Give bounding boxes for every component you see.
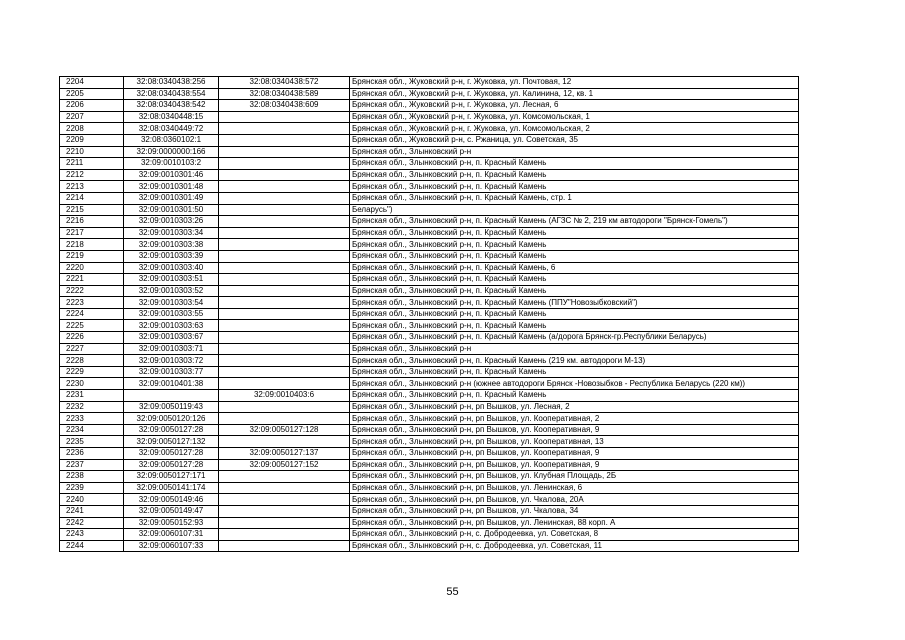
table-row [60, 436, 799, 448]
address-cell: Брянская обл., Злынковский р-н, с. Добродеевка, ул. Советская, 11 [350, 540, 799, 552]
row-number-cell: 2225 [60, 320, 124, 332]
address-cell: Брянская обл., Злынковский р-н, рп Вышков, ул. Кооперативная, 9 [350, 459, 799, 471]
linked-cadastral-number-cell [219, 436, 350, 448]
address-cell: Брянская обл., Злынковский р-н, рп Вышков, ул. Кооперативная, 9 [350, 424, 799, 436]
address-cell: Брянская обл., Злынковский р-н, п. Красный Камень [350, 366, 799, 378]
cadastral-number-cell: 32:09:0050127:28 [124, 448, 219, 460]
row-number-cell: 2233 [60, 413, 124, 425]
row-number-cell: 2232 [60, 401, 124, 413]
cadastral-number-cell: 32:09:0010303:34 [124, 227, 219, 239]
table-row [60, 378, 799, 390]
table-row [60, 401, 799, 413]
linked-cadastral-number-cell [219, 134, 350, 146]
address-cell: Брянская обл., Злынковский р-н, п. Красный Камень (а/дорога Брянск-гр.Республики Беларусь) [350, 332, 799, 344]
address-cell: Брянская обл., Жуковский р-н, г. Жуковка, ул. Комсомольская, 2 [350, 123, 799, 135]
row-number-cell: 2242 [60, 517, 124, 529]
table-body [60, 77, 799, 552]
linked-cadastral-number-cell [219, 320, 350, 332]
table-row [60, 169, 799, 181]
row-number-cell: 2226 [60, 332, 124, 344]
table-row [60, 459, 799, 471]
cadastral-number-cell: 32:09:0010401:38 [124, 378, 219, 390]
cadastral-number-cell: 32:09:0050152:93 [124, 517, 219, 529]
row-number-cell: 2207 [60, 111, 124, 123]
table-row [60, 424, 799, 436]
table-row [60, 227, 799, 239]
linked-cadastral-number-cell [219, 262, 350, 274]
row-number-cell: 2221 [60, 274, 124, 286]
table-row [60, 332, 799, 344]
address-cell: Брянская обл., Злынковский р-н, рп Вышков, ул. Лесная, 2 [350, 401, 799, 413]
table-row [60, 239, 799, 251]
cadastral-number-cell: 32:09:0010303:38 [124, 239, 219, 251]
cadastral-number-cell: 32:08:0340438:256 [124, 77, 219, 89]
table-row [60, 134, 799, 146]
linked-cadastral-number-cell [219, 181, 350, 193]
linked-cadastral-number-cell [219, 111, 350, 123]
row-number-cell: 2216 [60, 216, 124, 228]
linked-cadastral-number-cell [219, 471, 350, 483]
row-number-cell: 2235 [60, 436, 124, 448]
row-number-cell: 2219 [60, 250, 124, 262]
table-row [60, 308, 799, 320]
address-cell: Брянская обл., Злынковский р-н [350, 146, 799, 158]
address-cell: Брянская обл., Злынковский р-н, п. Красный Камень (АГЗС № 2, 219 км автодороги "Брянск-Гомель") [350, 216, 799, 228]
linked-cadastral-number-cell: 32:09:0050127:137 [219, 448, 350, 460]
address-cell: Брянская обл., Злынковский р-н, п. Красный Камень [350, 320, 799, 332]
cadastral-number-cell: 32:09:0010303:51 [124, 274, 219, 286]
row-number-cell: 2213 [60, 181, 124, 193]
table-row [60, 413, 799, 425]
address-cell: Брянская обл., Злынковский р-н [350, 343, 799, 355]
cadastral-number-cell: 32:09:0010303:72 [124, 355, 219, 367]
table-row [60, 494, 799, 506]
row-number-cell: 2239 [60, 482, 124, 494]
table-row [60, 320, 799, 332]
linked-cadastral-number-cell [219, 250, 350, 262]
cadastral-number-cell: 32:09:0000000:166 [124, 146, 219, 158]
cadastral-number-cell: 32:09:0050119:43 [124, 401, 219, 413]
cadastral-number-cell: 32:09:0010303:67 [124, 332, 219, 344]
address-cell: Брянская обл., Злынковский р-н, п. Красный Камень (219 км. автодороги М-13) [350, 355, 799, 367]
address-cell: Брянская обл., Злынковский р-н, п. Красный Камень [350, 308, 799, 320]
cadastral-number-cell: 32:08:0360102:1 [124, 134, 219, 146]
table-row [60, 181, 799, 193]
cadastral-number-cell: 32:09:0050127:171 [124, 471, 219, 483]
table-row [60, 355, 799, 367]
table-row [60, 448, 799, 460]
table-row [60, 77, 799, 89]
address-cell: Брянская обл., Злынковский р-н, рп Вышков, ул. Чкалова, 34 [350, 505, 799, 517]
linked-cadastral-number-cell [219, 297, 350, 309]
linked-cadastral-number-cell [219, 355, 350, 367]
address-cell: Брянская обл., Злынковский р-н, рп Вышков, ул. Кооперативная, 13 [350, 436, 799, 448]
address-cell: Брянская обл., Злынковский р-н, п. Красный Камень [350, 158, 799, 170]
cadastral-number-cell: 32:09:0010303:71 [124, 343, 219, 355]
linked-cadastral-number-cell [219, 216, 350, 228]
row-number-cell: 2214 [60, 192, 124, 204]
linked-cadastral-number-cell [219, 540, 350, 552]
linked-cadastral-number-cell: 32:09:0050127:128 [219, 424, 350, 436]
linked-cadastral-number-cell [219, 204, 350, 216]
address-cell: Брянская обл., Жуковский р-н, с. Ржаница, ул. Советская, 35 [350, 134, 799, 146]
row-number-cell: 2210 [60, 146, 124, 158]
linked-cadastral-number-cell [219, 343, 350, 355]
cadastral-number-cell: 32:09:0050127:132 [124, 436, 219, 448]
cadastral-number-cell: 32:09:0010303:63 [124, 320, 219, 332]
address-cell: Беларусь") [350, 204, 799, 216]
address-cell: Брянская обл., Злынковский р-н, рп Вышков, ул. Кооперативная, 2 [350, 413, 799, 425]
cadastral-number-cell: 32:08:0340438:554 [124, 88, 219, 100]
table-row [60, 471, 799, 483]
cadastral-number-cell: 32:08:0340438:542 [124, 100, 219, 112]
address-cell: Брянская обл., Жуковский р-н, г. Жуковка, ул. Почтовая, 12 [350, 77, 799, 89]
table-row [60, 262, 799, 274]
cadastral-number-cell: 32:09:0010303:55 [124, 308, 219, 320]
row-number-cell: 2238 [60, 471, 124, 483]
address-cell: Брянская обл., Злынковский р-н, п. Красный Камень [350, 227, 799, 239]
row-number-cell: 2212 [60, 169, 124, 181]
cadastral-number-cell: 32:09:0060107:31 [124, 529, 219, 541]
cadastral-number-cell: 32:08:0340448:15 [124, 111, 219, 123]
row-number-cell: 2231 [60, 390, 124, 402]
linked-cadastral-number-cell [219, 413, 350, 425]
table-row [60, 540, 799, 552]
table-row [60, 146, 799, 158]
address-cell: Брянская обл., Злынковский р-н, п. Красный Камень [350, 390, 799, 402]
row-number-cell: 2208 [60, 123, 124, 135]
address-cell: Брянская обл., Злынковский р-н, п. Красный Камень [350, 239, 799, 251]
linked-cadastral-number-cell: 32:08:0340438:609 [219, 100, 350, 112]
linked-cadastral-number-cell [219, 378, 350, 390]
linked-cadastral-number-cell [219, 529, 350, 541]
table-row [60, 285, 799, 297]
row-number-cell: 2218 [60, 239, 124, 251]
cadastral-number-cell: 32:09:0010303:52 [124, 285, 219, 297]
linked-cadastral-number-cell [219, 192, 350, 204]
row-number-cell: 2220 [60, 262, 124, 274]
row-number-cell: 2237 [60, 459, 124, 471]
row-number-cell: 2215 [60, 204, 124, 216]
cadastral-number-cell: 32:09:0010301:48 [124, 181, 219, 193]
row-number-cell: 2209 [60, 134, 124, 146]
page-number: 55 [446, 586, 459, 598]
table-row [60, 158, 799, 170]
address-cell: Брянская обл., Злынковский р-н, с. Добродеевка, ул. Советская, 8 [350, 529, 799, 541]
linked-cadastral-number-cell [219, 146, 350, 158]
table-row [60, 529, 799, 541]
cadastral-number-cell: 32:09:0010303:77 [124, 366, 219, 378]
cadastral-number-cell: 32:09:0010303:39 [124, 250, 219, 262]
cadastral-number-cell: 32:09:0050141:174 [124, 482, 219, 494]
row-number-cell: 2234 [60, 424, 124, 436]
linked-cadastral-number-cell [219, 482, 350, 494]
row-number-cell: 2223 [60, 297, 124, 309]
linked-cadastral-number-cell: 32:08:0340438:572 [219, 77, 350, 89]
linked-cadastral-number-cell [219, 227, 350, 239]
cadastral-number-cell: 32:08:0340449:72 [124, 123, 219, 135]
linked-cadastral-number-cell [219, 332, 350, 344]
linked-cadastral-number-cell [219, 274, 350, 286]
row-number-cell: 2205 [60, 88, 124, 100]
cadastral-number-cell: 32:09:0010301:49 [124, 192, 219, 204]
address-cell: Брянская обл., Злынковский р-н, п. Красный Камень [350, 181, 799, 193]
address-cell: Брянская обл., Жуковский р-н, г. Жуковка, ул. Комсомольская, 1 [350, 111, 799, 123]
cadastral-number-cell: 32:09:0010301:46 [124, 169, 219, 181]
linked-cadastral-number-cell [219, 366, 350, 378]
table-row [60, 517, 799, 529]
table-row [60, 250, 799, 262]
row-number-cell: 2236 [60, 448, 124, 460]
address-cell: Брянская обл., Злынковский р-н, п. Красный Камень [350, 285, 799, 297]
table-row [60, 111, 799, 123]
cadastral-number-cell: 32:09:0050127:28 [124, 459, 219, 471]
cadastral-number-cell: 32:09:0010303:54 [124, 297, 219, 309]
address-cell: Брянская обл., Жуковский р-н, г. Жуковка, ул. Калинина, 12, кв. 1 [350, 88, 799, 100]
linked-cadastral-number-cell [219, 401, 350, 413]
row-number-cell: 2228 [60, 355, 124, 367]
linked-cadastral-number-cell [219, 123, 350, 135]
linked-cadastral-number-cell [219, 169, 350, 181]
cadastral-table [59, 76, 799, 552]
row-number-cell: 2241 [60, 505, 124, 517]
address-cell: Брянская обл., Злынковский р-н, п. Красный Камень (ППУ"Новозыбковский") [350, 297, 799, 309]
address-cell: Брянская обл., Злынковский р-н (южнее автодороги Брянск -Новозыбков - Республика Беларусь (220 км)) [350, 378, 799, 390]
address-cell: Брянская обл., Злынковский р-н, п. Красный Камень, 6 [350, 262, 799, 274]
table-row [60, 123, 799, 135]
linked-cadastral-number-cell [219, 239, 350, 251]
address-cell: Брянская обл., Злынковский р-н, рп Вышков, ул. Ленинская, 6 [350, 482, 799, 494]
table-row [60, 204, 799, 216]
address-cell: Брянская обл., Злынковский р-н, рп Вышков, ул. Чкалова, 20А [350, 494, 799, 506]
cadastral-number-cell [124, 390, 219, 402]
row-number-cell: 2217 [60, 227, 124, 239]
row-number-cell: 2206 [60, 100, 124, 112]
cadastral-number-cell: 32:09:0010303:26 [124, 216, 219, 228]
address-cell: Брянская обл., Злынковский р-н, п. Красный Камень [350, 274, 799, 286]
row-number-cell: 2229 [60, 366, 124, 378]
table-row [60, 192, 799, 204]
address-cell: Брянская обл., Злынковский р-н, рп Вышков, ул. Ленинская, 88 корп. А [350, 517, 799, 529]
table-row [60, 343, 799, 355]
address-cell: Брянская обл., Злынковский р-н, п. Красный Камень, стр. 1 [350, 192, 799, 204]
cadastral-number-cell: 32:09:0050149:46 [124, 494, 219, 506]
linked-cadastral-number-cell [219, 517, 350, 529]
row-number-cell: 2240 [60, 494, 124, 506]
row-number-cell: 2227 [60, 343, 124, 355]
row-number-cell: 2224 [60, 308, 124, 320]
table-row [60, 505, 799, 517]
row-number-cell: 2244 [60, 540, 124, 552]
address-cell: Брянская обл., Злынковский р-н, рп Вышков, ул. Кооперативная, 9 [350, 448, 799, 460]
cadastral-number-cell: 32:09:0060107:33 [124, 540, 219, 552]
linked-cadastral-number-cell [219, 308, 350, 320]
linked-cadastral-number-cell: 32:09:0010403:6 [219, 390, 350, 402]
table-row [60, 88, 799, 100]
linked-cadastral-number-cell [219, 494, 350, 506]
row-number-cell: 2243 [60, 529, 124, 541]
row-number-cell: 2230 [60, 378, 124, 390]
row-number-cell: 2211 [60, 158, 124, 170]
table-row [60, 274, 799, 286]
table-row [60, 216, 799, 228]
linked-cadastral-number-cell: 32:08:0340438:589 [219, 88, 350, 100]
cadastral-number-cell: 32:09:0010301:50 [124, 204, 219, 216]
linked-cadastral-number-cell [219, 158, 350, 170]
row-number-cell: 2204 [60, 77, 124, 89]
row-number-cell: 2222 [60, 285, 124, 297]
table-row [60, 297, 799, 309]
cadastral-number-cell: 32:09:0010303:40 [124, 262, 219, 274]
cadastral-number-cell: 32:09:0010103:2 [124, 158, 219, 170]
address-cell: Брянская обл., Злынковский р-н, п. Красный Камень [350, 250, 799, 262]
table-row [60, 366, 799, 378]
table-row [60, 100, 799, 112]
address-cell: Брянская обл., Злынковский р-н, п. Красный Камень [350, 169, 799, 181]
cadastral-number-cell: 32:09:0050120:126 [124, 413, 219, 425]
address-cell: Брянская обл., Жуковский р-н, г. Жуковка, ул. Лесная, 6 [350, 100, 799, 112]
linked-cadastral-number-cell: 32:09:0050127:152 [219, 459, 350, 471]
address-cell: Брянская обл., Злынковский р-н, рп Вышков, ул. Клубная Площадь, 2Б [350, 471, 799, 483]
cadastral-number-cell: 32:09:0050149:47 [124, 505, 219, 517]
cadastral-number-cell: 32:09:0050127:28 [124, 424, 219, 436]
linked-cadastral-number-cell [219, 505, 350, 517]
table-row [60, 390, 799, 402]
table-row [60, 482, 799, 494]
linked-cadastral-number-cell [219, 285, 350, 297]
